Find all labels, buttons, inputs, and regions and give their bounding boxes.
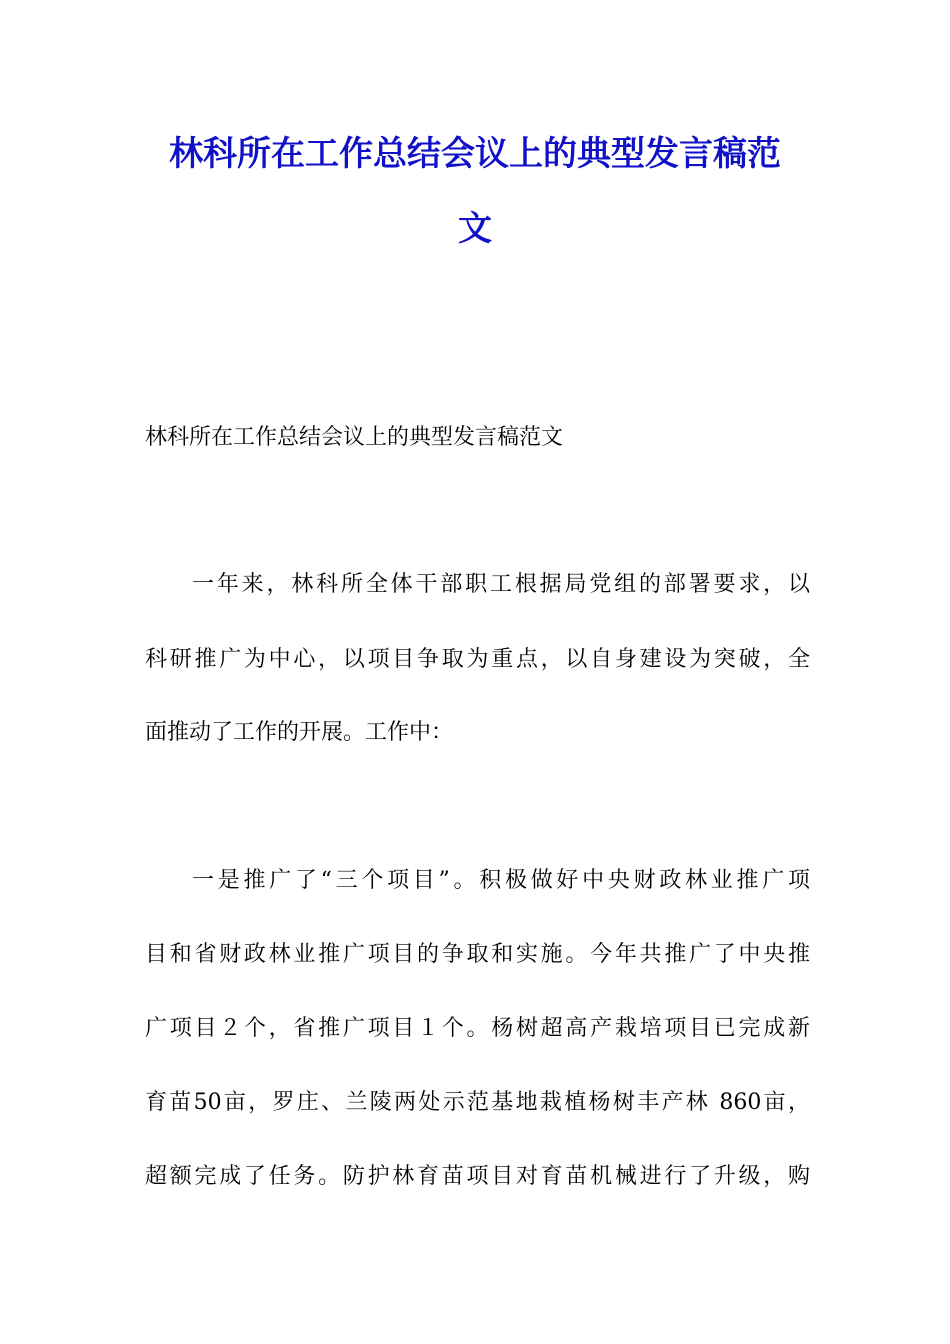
paragraph-1-line-1: 一年来，林科所全体干部职工根据局党组的部署要求，以 [192, 572, 810, 597]
document-subtitle: 林科所在工作总结会议上的典型发言稿范文 [145, 425, 564, 450]
document-title-line-2: 文 [458, 209, 492, 249]
document-title-line-1: 林科所在工作总结会议上的典型发言稿范 [169, 134, 781, 174]
paragraph-1-line-2: 科研推广为中心，以项目争取为重点，以自身建设为突破，全 [145, 647, 810, 672]
paragraph-2-line-1: 一是推广了“三个项目”。积极做好中央财政林业推广项 [192, 868, 810, 893]
paragraph-1-line-3: 面推动了工作的开展。工作中： [145, 720, 454, 745]
paragraph-2-line-4: 育苗50亩，罗庄、兰陵两处示范基地栽植杨树丰产林 860亩， [145, 1090, 810, 1115]
paragraph-2-line-3: 广项目２个，省推广项目１个。杨树超高产栽培项目已完成新 [145, 1016, 810, 1041]
paragraph-2-line-5: 超额完成了任务。防护林育苗项目对育苗机械进行了升级，购 [145, 1164, 810, 1189]
paragraph-2-line-2: 目和省财政林业推广项目的争取和实施。今年共推广了中央推 [145, 942, 810, 967]
